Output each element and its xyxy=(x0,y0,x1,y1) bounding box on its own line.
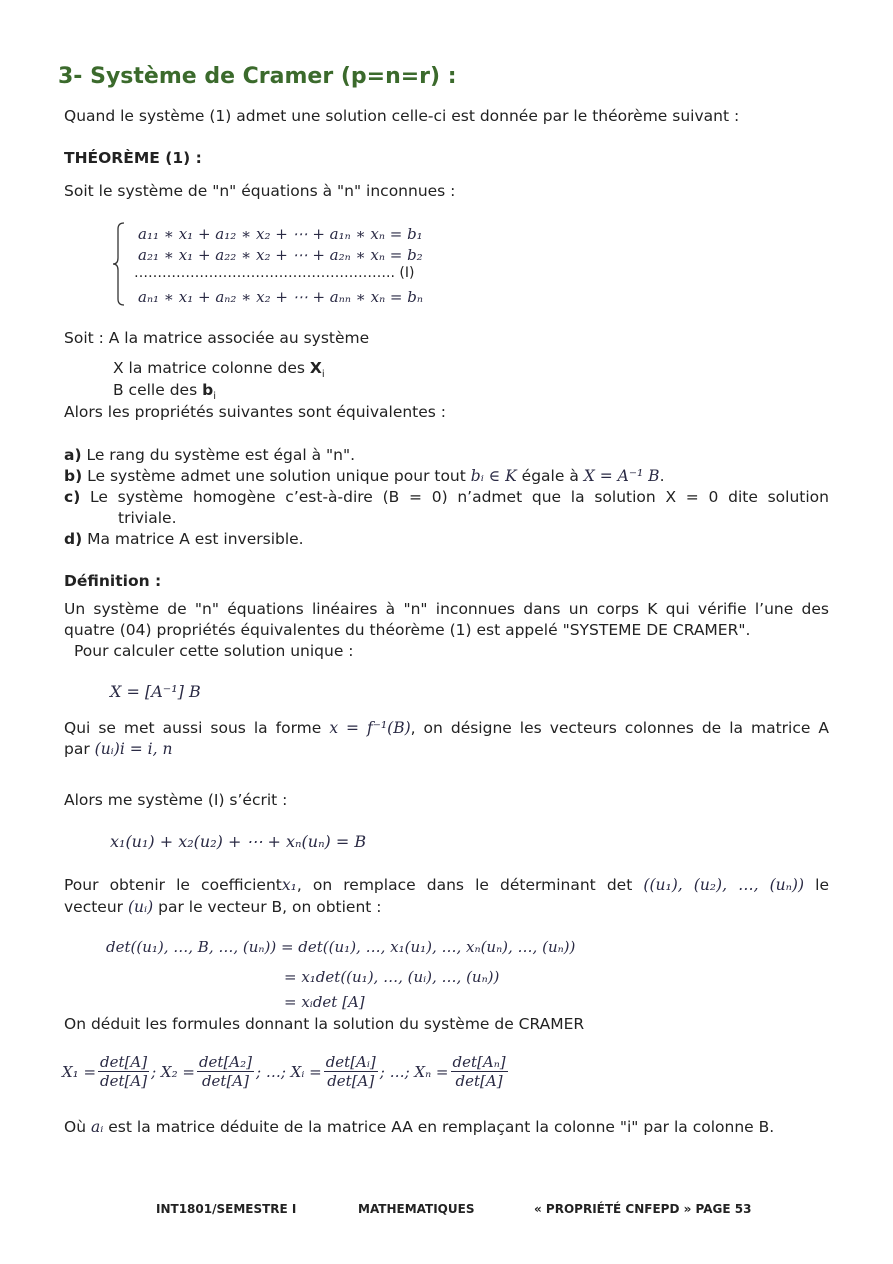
property-c: c) Le système homogène c’est-à-dire (B = 0) n’admet que la solution X = 0 dite solution xyxy=(64,488,829,506)
soit-line-1: Soit : A la matrice associée au système xyxy=(64,329,370,347)
definition-line-3: Pour calculer cette solution unique : xyxy=(74,642,354,660)
obtain-line-2: vecteur (uᵢ) par le vecteur B, on obtient : xyxy=(64,898,382,916)
system-row-1: a₁₁ ∗ x₁ + a₁₂ ∗ x₂ + ⋯ + a₁ₙ ∗ xₙ = b₁ xyxy=(138,225,423,243)
cramer-formulas: X₁ = $\frac{\det[A]}{\det[A]}$ ; X₂ = $\frac{\text{det[A₂]}}{\det[A]}$ ; …; Xᵢ = $\frac{\text{det[Aᵢ]}}{\det[A]}$ ; …; Xₙ = $\frac{\text{det[Aₙ]}}{\det[A]}$ xyxy=(62,1053,506,1090)
math-ui: (uᵢ) xyxy=(127,898,154,916)
math-det-vectors: ((u₁), (u₂), …, (uₙ)) xyxy=(643,876,805,894)
where-text: Où aᵢ est la matrice déduite de la matrice AA en remplaçant la colonne "i" par la colonne B. xyxy=(64,1118,775,1136)
obtain-line-1: Pour obtenir le coefficientx₁, on remplace dans le déterminant det ((u₁), (u₂), …, (uₙ)) le xyxy=(64,876,829,894)
equivalence-text: Alors les propriétés suivantes sont équivalentes : xyxy=(64,403,447,421)
property-d: d) Ma matrice A est inversible. xyxy=(64,530,304,548)
math-f-inverse: x = f⁻¹(B) xyxy=(329,719,411,737)
system-row-n: aₙ₁ ∗ x₁ + aₙ₂ ∗ x₂ + ⋯ + aₙₙ ∗ xₙ = bₙ xyxy=(138,288,423,306)
system-writes-text: Alors me système (I) s’écrit : xyxy=(64,791,288,809)
det-equation-line-2: = x₁det((u₁), …, (uᵢ), …, (uₙ)) xyxy=(284,968,500,986)
inverse-formula: X = [A⁻¹] B xyxy=(110,682,201,701)
fraction-xi: $\frac{\text{det[Aᵢ]}}{\det[A]}$ xyxy=(325,1053,376,1090)
math-ui-range: (uᵢ)i = i, n xyxy=(94,740,173,758)
fraction-xn: $\frac{\text{det[Aₙ]}}{\det[A]}$ xyxy=(452,1053,506,1090)
footer-subject: MATHEMATIQUES xyxy=(358,1202,475,1216)
soit-line-2: X la matrice colonne des $X_i$ xyxy=(113,359,325,381)
theorem-title: THÉORÈME (1) : xyxy=(64,149,202,167)
property-a: a) Le rang du système est égal à "n". xyxy=(64,446,356,464)
system-row-dots: ……………………………………………….. (I) xyxy=(134,265,415,281)
footer-course: INT1801/SEMESTRE I xyxy=(156,1202,297,1216)
deduce-text: On déduit les formules donnant la solution du système de CRAMER xyxy=(64,1015,585,1033)
soit-line-3: B celle des $b_i$ xyxy=(113,381,216,403)
definition-line-1: Un système de "n" équations linéaires à "n" inconnues dans un corps K qui vérifie l’une des xyxy=(64,600,829,618)
form-line-1: Qui se met aussi sous la forme x = f⁻¹(B), on désigne les vecteurs colonnes de la matrice A xyxy=(64,719,830,737)
property-c-cont: triviale. xyxy=(118,509,177,527)
det-equation-line-1: det((u₁), …, B, …, (uₙ)) = det((u₁), …, x₁(u₁), …, xₙ(uₙ), …, (uₙ)) xyxy=(106,938,576,956)
definition-line-2: quatre (04) propriétés équivalentes du théorème (1) est appelé "SYSTEME DE CRAMER". xyxy=(64,621,751,639)
math-x-inverse: X = A⁻¹ B xyxy=(583,467,660,485)
math-x1: x₁ xyxy=(281,876,297,894)
section-heading: 3- Système de Cramer (p=n=r) : xyxy=(58,64,457,89)
math-ai: aᵢ xyxy=(90,1118,104,1136)
fraction-x2: $\frac{\text{det[A₂]}}{\det[A]}$ xyxy=(198,1053,252,1090)
fraction-x1: $\frac{\det[A]}{\det[A]}$ xyxy=(100,1053,148,1090)
theorem-text: Soit le système de "n" équations à "n" inconnues : xyxy=(64,182,456,200)
form-line-2: par (uᵢ)i = i, n xyxy=(64,740,173,758)
property-b: b) Le système admet une solution unique pour tout bᵢ ∈ K égale à X = A⁻¹ B. xyxy=(64,467,665,485)
sum-formula: x₁(u₁) + x₂(u₂) + ⋯ + xₙ(uₙ) = B xyxy=(110,832,367,851)
math-bi-in-k: bᵢ ∈ K xyxy=(470,467,517,485)
system-brace xyxy=(112,221,126,307)
definition-title: Définition : xyxy=(64,572,162,590)
system-row-2: a₂₁ ∗ x₁ + a₂₂ ∗ x₂ + ⋯ + a₂ₙ ∗ xₙ = b₂ xyxy=(138,246,423,264)
intro-text: Quand le système (1) admet une solution celle-ci est donnée par le théorème suivant : xyxy=(64,107,740,125)
det-equation-line-3: = xᵢdet [A] xyxy=(284,993,365,1011)
footer-page: « PROPRIÉTÉ CNFEPD » PAGE 53 xyxy=(534,1202,752,1216)
